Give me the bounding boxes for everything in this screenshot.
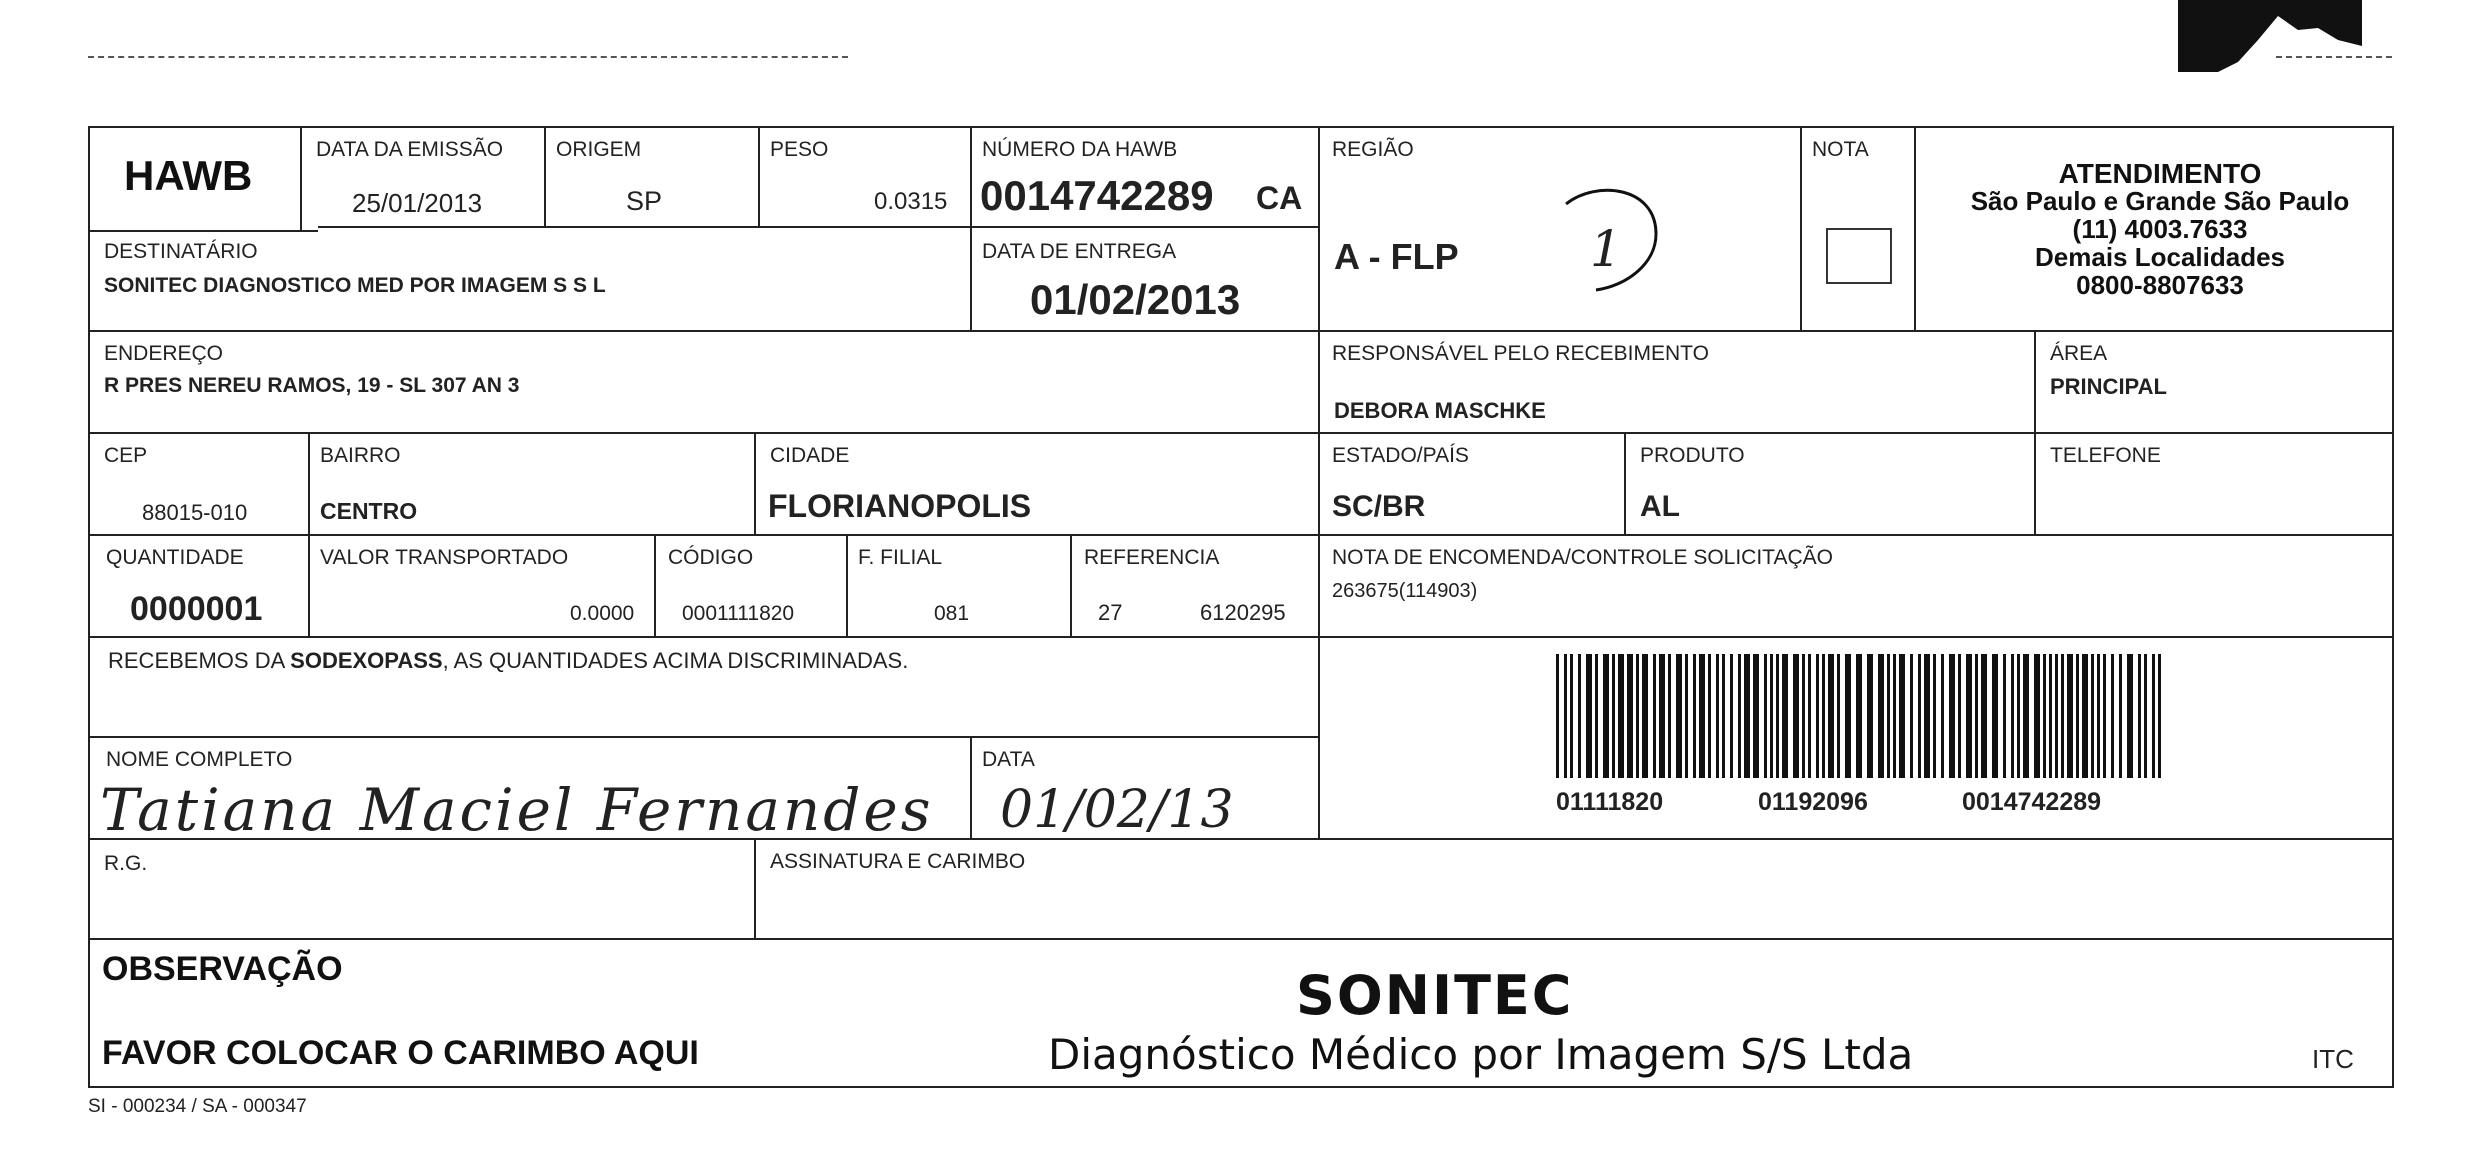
barcode-code-3: 0014742289 (1962, 788, 2102, 816)
numero-hawb-value: 0014742289 (980, 172, 1214, 219)
filial-value: 081 (934, 602, 970, 625)
telefone-label: TELEFONE (2050, 444, 2161, 467)
barcode-bar (1808, 654, 1811, 778)
barcode-bar (1676, 654, 1682, 778)
stamp-company: SONITEC (1296, 964, 1574, 1027)
barcode-bar (2076, 654, 2079, 778)
barcode-bar (1744, 654, 1750, 778)
estado-value: SC/BR (1332, 490, 1426, 523)
barcode-bar (2111, 654, 2114, 778)
responsavel-value: DEBORA MASCHKE (1334, 398, 1546, 423)
barcode-bar (2049, 654, 2052, 778)
barcode-bar (2152, 654, 2155, 778)
quantidade-label: QUANTIDADE (106, 546, 244, 569)
area-value: PRINCIPAL (2050, 374, 2167, 399)
barcode-bar (1867, 654, 1873, 778)
atendimento-line3: Demais Localidades (2035, 242, 2285, 272)
barcode-bar (1586, 654, 1592, 778)
barcode-bar (2091, 654, 2094, 778)
footer-ref: SI - 000234 / SA - 000347 (88, 1096, 307, 1117)
barcode-bar (2034, 654, 2040, 778)
regiao-value: A - FLP (1334, 236, 1459, 277)
stamp-subtitle: Diagnóstico Médico por Imagem S/S Ltda (1048, 1030, 1914, 1079)
barcode-bar (1793, 654, 1799, 778)
barcode-bar (2103, 654, 2106, 778)
barcode-bar (1603, 654, 1609, 778)
numero-hawb-label: NÚMERO DA HAWB (982, 138, 1178, 161)
data-emissao-label: DATA DA EMISSÃO (316, 138, 504, 161)
barcode-bar (1856, 654, 1862, 778)
referencia-value-a: 27 (1098, 600, 1123, 625)
cidade-label: CIDADE (770, 444, 850, 467)
quantidade-value: 0000001 (130, 590, 263, 628)
barcode-bar (2127, 654, 2133, 778)
regiao-handwritten-number: 1 (1590, 220, 1622, 278)
data-label: DATA (982, 748, 1035, 771)
barcode-bar (1924, 654, 1930, 778)
numero-hawb-suffix: CA (1256, 180, 1303, 216)
bairro-label: BAIRRO (320, 444, 401, 467)
assinatura-label: ASSINATURA E CARIMBO (770, 850, 1026, 873)
barcode-bar (1738, 654, 1741, 778)
top-right-dash (2276, 56, 2392, 58)
barcode-code-2: 01192096 (1758, 788, 1868, 816)
observacao-label: OBSERVAÇÃO (102, 950, 343, 988)
nome-completo-handwritten: Tatiana Maciel Fernandes (100, 776, 934, 844)
produto-value: AL (1640, 490, 1680, 523)
barcode-bar (1958, 654, 1961, 778)
responsavel-label: RESPONSÁVEL PELO RECEBIMENTO (1332, 342, 1709, 365)
estado-label: ESTADO/PAÍS (1332, 444, 1469, 467)
barcode-bar (1699, 654, 1705, 778)
barcode-bar (1949, 654, 1955, 778)
referencia-value-b: 6120295 (1200, 600, 1286, 625)
itc-label: ITC (2312, 1044, 2354, 1074)
destinatario-value: SONITEC DIAGNOSTICO MED POR IMAGEM S S L (104, 274, 606, 297)
origem-label: ORIGEM (556, 138, 642, 161)
peso-label: PESO (770, 138, 829, 161)
area-label: ÁREA (2050, 342, 2108, 365)
barcode-bar (1595, 654, 1598, 778)
barcode-bar (1708, 654, 1711, 778)
barcode-bar (1556, 654, 1559, 778)
valor-label: VALOR TRANSPORTADO (320, 546, 569, 569)
barcode-bar (2061, 654, 2064, 778)
filial-label: F. FILIAL (858, 546, 943, 569)
cidade-value: FLORIANOPOLIS (768, 488, 1032, 524)
barcode-bar (1753, 654, 1759, 778)
barcode-bar (1716, 654, 1719, 778)
atendimento-line1: São Paulo e Grande São Paulo (1970, 186, 2350, 216)
barcode-bar (1802, 654, 1805, 778)
barcode-bar (1992, 654, 1998, 778)
barcode-bar (1770, 654, 1773, 778)
barcode-bar (2119, 654, 2122, 778)
barcode-bar (1685, 654, 1688, 778)
barcode-bar (2158, 654, 2161, 778)
barcode-bar (2017, 654, 2020, 778)
regiao-label: REGIÃO (1332, 138, 1414, 161)
barcode-bar (1816, 654, 1819, 778)
peso-value: 0.0315 (874, 188, 948, 215)
referencia-label: REFERENCIA (1084, 546, 1220, 569)
endereco-value: R PRES NEREU RAMOS, 19 - SL 307 AN 3 (104, 374, 520, 397)
barcode-bar (1776, 654, 1779, 778)
barcode-bar (1653, 654, 1656, 778)
barcode-bar (1837, 654, 1840, 778)
barcode-bar (2144, 654, 2147, 778)
barcode-bar (1564, 654, 1567, 778)
cep-value: 88015-010 (142, 500, 248, 525)
endereco-label: ENDEREÇO (104, 342, 224, 365)
atendimento-line2: (11) 4003.7633 (2072, 214, 2248, 244)
data-emissao-value: 25/01/2013 (352, 188, 483, 218)
top-dashed-line (88, 56, 848, 58)
barcode-bar (1981, 654, 1987, 778)
barcode-bar (1627, 654, 1633, 778)
barcode-bar (1887, 654, 1890, 778)
recebemos-suffix: , AS QUANTIDADES ACIMA DISCRIMINADAS. (442, 648, 909, 673)
barcode-bar (2138, 654, 2141, 778)
atendimento-title: ATENDIMENTO (2058, 158, 2262, 189)
barcode-bar (1636, 654, 1639, 778)
barcode-bar (1578, 654, 1581, 778)
barcode-bar (1828, 654, 1834, 778)
barcode-bar (1659, 654, 1665, 778)
top-corner-mark (2178, 0, 2362, 72)
barcode-bar (1899, 654, 1905, 778)
nome-completo-label: NOME COMPLETO (106, 748, 293, 771)
barcode-bar (1910, 654, 1913, 778)
rg-label: R.G. (104, 852, 148, 875)
barcode-bar (2011, 654, 2014, 778)
barcode-bar (1612, 654, 1615, 778)
barcode-bar (1668, 654, 1671, 778)
barcode-bar (2043, 654, 2046, 778)
nota-encomenda-label: NOTA DE ENCOMENDA/CONTROLE SOLICITAÇÃO (1332, 546, 1833, 569)
valor-value: 0.0000 (570, 602, 635, 625)
barcode-bar (2082, 654, 2088, 778)
hawb-title: HAWB (124, 152, 253, 199)
codigo-value: 0001111820 (682, 602, 795, 625)
observacao-instruction: FAVOR COLOCAR O CARIMBO AQUI (102, 1034, 699, 1072)
recebemos-text (108, 648, 908, 674)
barcode-bar (1730, 654, 1733, 778)
scan-blot-icon (2178, 0, 2362, 72)
data-handwritten: 01/02/13 (1000, 780, 1234, 840)
barcode-bar (1642, 654, 1648, 778)
atendimento-line4: 0800-8807633 (2076, 270, 2244, 300)
barcode-bar (2023, 654, 2029, 778)
barcode-bar (2055, 654, 2058, 778)
barcode-bar (1941, 654, 1944, 778)
origem-value: SP (626, 186, 663, 216)
barcode-code-1: 01111820 (1556, 788, 1664, 816)
barcode-bar (1966, 654, 1972, 778)
barcode-bar (2067, 654, 2073, 778)
barcode-bar (1933, 654, 1936, 778)
barcode-bar (1764, 654, 1767, 778)
barcode-bar (1878, 654, 1884, 778)
produto-label: PRODUTO (1640, 444, 1745, 467)
bairro-value: CENTRO (320, 498, 418, 524)
barcode-bar (1975, 654, 1978, 778)
barcode (1556, 654, 2166, 778)
recebemos-prefix: RECEBEMOS DA (108, 648, 291, 673)
barcode-bar (1822, 654, 1825, 778)
nota-label: NOTA (1812, 138, 1869, 161)
recebemos-company: SODEXOPASS (290, 648, 443, 673)
barcode-bar (1618, 654, 1624, 778)
barcode-bar (2003, 654, 2006, 778)
data-entrega-label: DATA DE ENTREGA (982, 240, 1177, 263)
barcode-bar (1722, 654, 1725, 778)
cep-label: CEP (104, 444, 148, 467)
barcode-bar (2097, 654, 2100, 778)
destinatario-label: DESTINATÁRIO (104, 240, 258, 263)
barcode-bar (1570, 654, 1573, 778)
nota-encomenda-value: 263675(114903) (1332, 580, 1478, 602)
barcode-bar (1782, 654, 1788, 778)
nota-checkbox[interactable] (1826, 228, 1892, 284)
barcode-bar (1693, 654, 1696, 778)
barcode-bar (1918, 654, 1921, 778)
data-entrega-value: 01/02/2013 (1030, 276, 1241, 323)
barcode-bar (1893, 654, 1896, 778)
codigo-label: CÓDIGO (668, 546, 754, 569)
barcode-bar (1845, 654, 1851, 778)
